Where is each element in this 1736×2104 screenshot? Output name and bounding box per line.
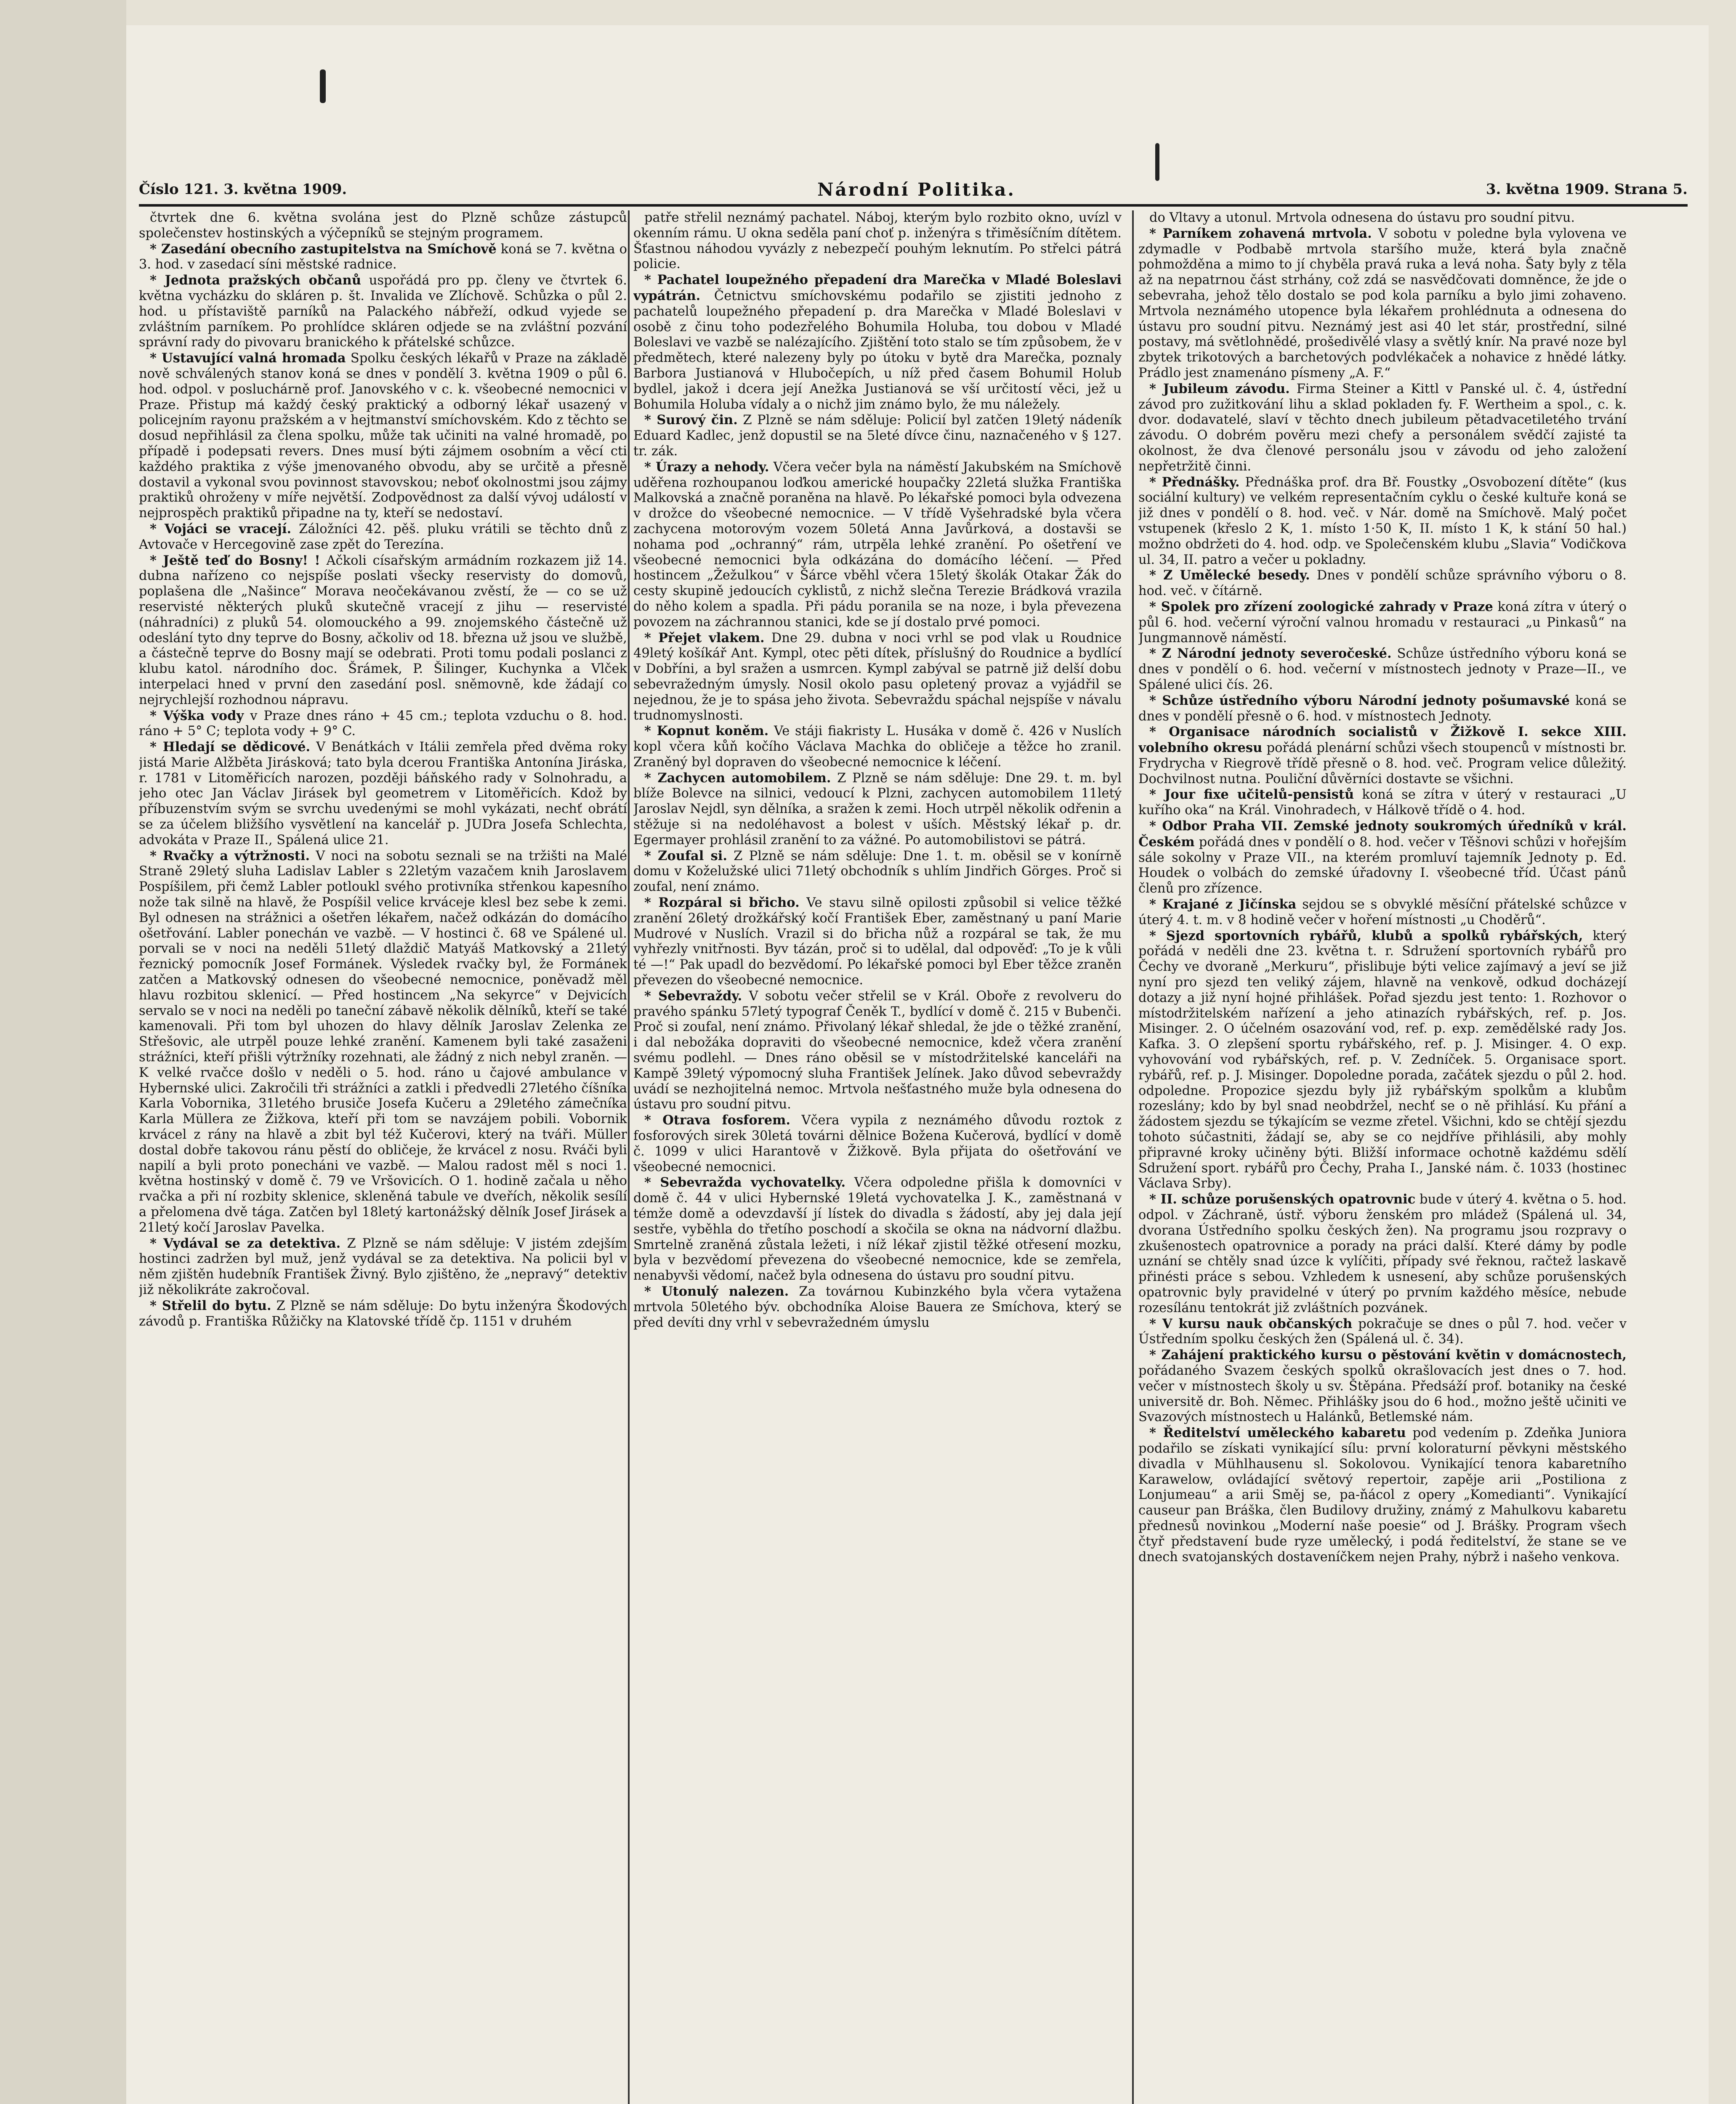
news-item xyxy=(1138,568,1627,599)
news-headline: * Hledají se dědicové. xyxy=(150,739,311,755)
news-item xyxy=(633,1175,1122,1284)
news-text: Schůze ústředního výboru koná se dnes v pondělí o 6. hod. večerní v místnostech jednoty v Praze—II., ve Spálené ulici čís. 26. xyxy=(1138,646,1627,692)
news-text: který pořádá v neděli dne 23. května t. r. Sdružení sportovních rybářů pro Čechy ve dvoraně „Merkuru“, přislibuje býti velice zajímavý a jeví se již nyní pro sjezd ten veliký zájem, hlavně na venkově, odkud docházejí dotazy a již nyní hojné přihlášek. Pořad sjezdu jest tento: 1. Rozhovor o místodržitelském nařízení a jeho atinazích rybářských, ref. p. Jos. Misinger. 2. O účelném osazování vod, ref. p. exp. zemědělské rady Jos. Kafka. 3. O zlepšení sportu rybářského, ref. p. J. Misinger. 4. O exp. vyhovování vod rybářských, ref. p. V. Zedníček. 5. Organisace sport. rybářů, ref. p. J. Misinger. Dopoledne porada, začátek sjezdu o půl 2. hod. odpoledne. Propozice sjezdu byly již rybářským spolkům a klubům rozeslány; kdo by byl snad neobdržel, nechť se o ně přihlásí. Ku přání a žádostem sjezdu se týkajícím se vezme zřetel. Všichni, kdo se chtějí sjezdu tohoto súčastniti, žádají se, aby se co nejdříve přihlásili, aby mohly připravné kroky učiněny býti. Bližší informace ochotně každému sdělí Sdružení sport. rybářů pro Čechy, Praha I., Janské nám. č. 1033 (hostinec Václava Srby). xyxy=(1138,928,1627,1191)
news-headline: * Spolek pro zřízení zoologické zahrady v Praze xyxy=(1149,599,1493,614)
news-text: Z Plzně se nám sděluje: Policií byl zatčen 19letý nádeník Eduard Kadlec, jenž dopustil se na 5leté dívce činu, naznačeného v § 127. tr. zák. xyxy=(633,413,1122,459)
news-text: Četnictvu smíchovskému podařilo se zjistiti jednoho z pachatelů loupežného přepadení p. dra Marečka v Mladé Boleslavi v osobě z činu toho podezřelého Bohumila Holuba, tou dobou v Mladé Boleslavi ve vazbě se nalézajícího. Zjištění toto stalo se tím způsobem, že v předmětech, které nalezeny byly po útoku v bytě dra Marečka, poznaly Barbora Justianová v Hlubočepích, u níž před časem Bohumil Holub bydlel, jakož i dcera její Anežka Justianová se vší určitostí věci, jež u Bohumila Holuba vídaly a o nichž jim známo bylo, že mu náležely. xyxy=(633,288,1122,412)
news-headline: * V kursu nauk občanských xyxy=(1149,1316,1353,1331)
scan-edge xyxy=(0,0,126,2104)
news-headline: * II. schůze porušenských opatrovnic xyxy=(1149,1192,1416,1207)
news-item xyxy=(633,723,1122,770)
news-text: Včera odpoledne přišla k domovníci v domě č. 44 v ulici Hybernské 19letá vychovatelka J. K., zaměstnaná v témže domě a odevzdavší jí lístek do divadla s žádostí, aby jej dala její sestře, vyběhla do třetího poschodí a skočila se okna na nádvorní dlažbu. Smrtelně zraněná zůstala ležeti, i níž lékař zjistil těžké otřesení mozku, byla v bezvědomí převezena do všeobecné nemocnice, kde se zemřela, nenabyvši vědomí, načež byla odnesena do ústavu pro soudní pitvu. xyxy=(633,1175,1122,1283)
news-headline: * Zahájení praktického kursu o pěstování květin v domácnostech, xyxy=(1149,1347,1627,1363)
news-text: Dnes v pondělí schůze správního výboru o 8. hod. več. v čítárně. xyxy=(1138,568,1627,599)
news-text: Za továrnou Kubinzkého byla včera vytažena mrtvola 50letého býv. obchodníka Aloise Bauera ze Smíchova, který se před devíti dny vrhl v sebevražedném úmyslu xyxy=(633,1284,1122,1330)
news-item xyxy=(139,351,627,521)
news-headline: * Schůze ústředního výboru Národní jednoty pošumavské xyxy=(1149,693,1570,708)
news-headline: * Sebevražda vychovatelky. xyxy=(644,1175,846,1190)
article-column-1 xyxy=(139,210,627,2104)
news-headline: * Přednášky. xyxy=(1149,474,1240,490)
page-header xyxy=(139,175,1688,207)
news-item xyxy=(633,460,1122,630)
article-column-2 xyxy=(633,210,1122,2104)
news-item xyxy=(139,273,627,351)
column-divider xyxy=(1132,210,1134,2104)
news-text: V sobotu večer střelil se v Král. Oboře z revolveru do pravého spánku 57letý typograf Čeněk T., bydlící v domě č. 215 v Bubenči. Proč si zoufal, není známo. Přivolaný lékař shledal, že jde o těžké zranění, i dal nebožáka dopraviti do všeobecné nemocnice, kdež včera zranění svému podlehl. — Dnes ráno oběsil se v místodržitelské kanceláři na Kampě 39letý výpomocný sluha František Jelínek. Jako důvod sebevraždy uvádí se nezhojitelná nemoc. Mrtvola nešťastného muže byla odnesena do ústavu pro soudní pitvu. xyxy=(633,988,1122,1112)
news-headline: * Zachycen automobilem. xyxy=(644,770,831,786)
news-item xyxy=(1138,210,1627,226)
news-headline: * Odbor Praha VII. Zemské jednoty soukromých úředníků v král. Českém xyxy=(1138,818,1627,850)
news-headline: * Jubileum závodu. xyxy=(1149,381,1290,396)
news-headline: * Z Národní jednoty severočeské. xyxy=(1149,646,1392,661)
news-text: patře střelil neznámý pachatel. Náboj, kterým bylo rozbito okno, uvízl v okenním rámu. U okna seděla paní choť p. inženýra s třiměsíčním dítětem. Šťastnou náhodou vyvázly z nebezpečí pouhým leknutím. Po střelci pátrá policie. xyxy=(633,210,1122,272)
news-headline: * Parníkem zohavená mrtvola. xyxy=(1149,226,1372,241)
news-item xyxy=(1138,928,1627,1192)
news-text: Přednáška prof. dra Bř. Foustky „Osvobození dítěte“ (kus sociální kultury) ve velkém representačním cyklu o české kultuře koná se již dnes v pondělí o 8. hod. več. v Nár. domě na Smíchově. Malý počet vstupenek (křeslo 2 K, 1. místo 1·50 K, II. místo 1 K, k stání 50 hal.) možno obdržeti do 4. hod. odp. ve Společenském klubu „Slavia“ Vodičkova ul. 34, II. patro a večer u pokladny. xyxy=(1138,475,1627,567)
news-text: pod vedením p. Zdeňka Juniora podařilo se získati vynikající sílu: první koloraturní pěvkyni městského divadla v Mühlhausenu sl. Sokolovou. Vynikající tenora kabaretního Karawelow, ovládající světový repertoir, zapěje arii „Postiliona z Lonjumeau“ a arii Směj se, pa-ňácol z opery „Komedianti“. Vynikající causeur pan Bráška, člen Budilovy družiny, známý z Mahulkovu kabaretu přednesů novinkou „Moderní naše poesie“ od J. Brášky. Program všech čtyř představení bude ryze umělecký, i podá ředitelství, že stane se ve dnech svatojanských dostaveníčkem nejen Prahy, nýbrž i našeho venkova. xyxy=(1138,1426,1627,1565)
news-text: Záložníci 42. pěš. pluku vrátili se těchto dnů z Avtovače v Hercegovině zase zpět do Terezína. xyxy=(139,521,627,552)
news-text: Z Plzně se nám sděluje: Dne 29. t. m. byl blíže Bolevce na silnici, vedoucí k Plzni, zachycen automobilem 11letý Jaroslav Nejdl, syn dělníka, a sražen k zemi. Hoch utrpěl několik odřenin a stěžuje si na nedoléhavost a bolest v uších. Městský lékař p. dr. Egermayer prohlásil zranění to za vážné. Po automobilistovi se pátrá. xyxy=(633,770,1122,847)
newspaper-title: Národní Politika. xyxy=(817,179,1016,200)
news-text: V sobotu v poledne byla vylovena ve zdymadle v Podbabě mrtvola staršího muže, která byla značně pohmožděna a mimo to jí chyběla pravá ruka a levá noha. Šaty byly z těla až na nepatrnou část strhány, což zdá se nasvědčovati domněnce, že jde o sebevraha, jehož tělo dostalo se pod kola parníku a bylo jimi zohaveno. Mrtvola neznámého utopence byla lékařem prohlédnuta a odnesena do ústavu pro soudní pitvu. Neznámý jest asi 40 let stár, prostřední, silné postavy, má světlohnědé, prošedivělé vlasy a světlý knír. Na pravé noze byl zbytek trikotových a barchetových podvlékaček a nohavice z hnědé látky. Prádlo jest znamenáno písmeny „A. F.“ xyxy=(1138,226,1627,380)
news-headline: * Ředitelství uměleckého kabaretu xyxy=(1149,1425,1406,1441)
news-text: Firma Steiner a Kittl v Panské ul. č. 4, ústřední závod pro zužitkování lihu a sklad pokladen fy. F. Wertheim a spol., c. k. dvor. dodavatelé, slaví v těchto dnech jubileum pětadvacetiletého trvání závodu. O dobrém pověru mezi chefy a personálem svědčí zajisté ta okolnost, že dva členové personálu jsou v závodu od jeho založení nepřetržitě činni. xyxy=(1138,381,1627,474)
news-text: V noci na sobotu seznali se na tržišti na Malé Straně 29letý sluha Ladislav Labler s 22letým vazačem knih Jaroslavem Pospíšilem, při čemž Labler potloukl svého protivníka střenkou kapesního nože tak silně na hlavě, že Pospíšil velice krváceje klesl bez sebe k zemi. Byl odnesen na strážnici a ošetřen lékařem, načež odkázán do domácího ošetřování. Labler ponechán ve vazbě. — V hostinci č. 68 ve Spálené ul. porvali se v noci na neděli 51letý dlaždič Matyáš Matkovský a 21letý řeznický pomocník Josef Formánek. Výsledek rvačky byl, že Formánek zatčen a Matkovský odnesen do všeobecné nemocnice, poněvadž měl hlavu rozbitou sklenicí. — Před hostincem „Na sekyrce“ v Dejvicích servalo se v noci na neděli po taneční zábavě několik dělníků, kteří se také kamenovali. Při tom byl uhozen do hlavy dělník Jaroslav Zelenka ze Střešovic, ale utrpěl pouze lehké zranění. Kamenem byli také zasaženi strážníci, kteří přišli výtržníky rozehnati, ale žádný z nich nebyl zraněn. — K velké rvačce došlo v neděli o 5. hod. ráno u čajové ambulance v Hybernské ulici. Zakročili tři strážníci a zatkli i předvedli 27letého číšníka Karla Vobornika, 31letého brusiče Josefa Kučeru a 29letého zámečníka Karla Müllera ze Žižkova, kteří při tom se navzájem pobili. Vobornik krvácel z rány na hlavě a zbit byl též Kučerovi, který na tváři. Müller dostal dobře takovou ránu pěstí do obličeje, že krvácel z nosu. Rváči byli napilí a byli proto ponecháni ve vazbě. — Malou radost měl s noci 1. května hostinský v domě č. 79 ve Vršovicích. O 1. hodině začala u něho rvačka a při ní rozbity sklenice, skleněná tabule ve dveřích, několik sesílí a přelomena dvě tága. Zatčen byl 18letý kartonážský dělník Josef Jirásek a 21letý kočí Jaroslav Pavelka. xyxy=(139,848,627,1235)
news-item xyxy=(1138,475,1627,568)
news-text: Včera vypila z neznámého důvodu roztok z fosforových sirek 30letá továrni dělnice Božena Kučerová, bydlící v domě č. 1099 v ulici Harantově v Žižkově. Byla přijata do ošetřování ve všeobecné nemocnici. xyxy=(633,1113,1122,1174)
news-text: V Benátkách v Itálii zemřela před dvěma roky jistá Marie Alžběta Jirásková; tato byla dcerou Františka Antonína Jiráska, r. 1781 v Litoměřicích narozen, později báňského rady v Solnohradu, a jeho otec Jan Václav Jirásek byl geometrem v Litoměřicích. Kdož by příbuzenstvím svým se svrchu uvedenými se mohl vykázati, nechť obrátí se za účelem bližšího vysvětlení na kancelář p. JUDra Josefa Schlechta, advokáta v Praze II., Spálená ulice 21. xyxy=(139,740,627,847)
news-item xyxy=(633,895,1122,988)
news-item xyxy=(139,242,627,273)
news-headline: * Přejet vlakem. xyxy=(644,630,765,646)
news-headline: * Sjezd sportovních rybářů, klubů a spolků rybářských, xyxy=(1149,928,1583,943)
news-text: Ačkoli císařským armádním rozkazem již 14. dubna nařízeno co nejspíše poslati všecky reservisty do domovů, poplašena dle „Našince“ Morava neočekávanou zvěstí, že — co se už reservisté některých pluků skutečně vracejí z jihu — reservisté (náhradníci) z pluků 54. olomouckého a 99. znojemského částečně už odeslání tyto dny teprve do Bosny, ačkoliv od 18. března už jsou ve službě, a částečně teprve do Bosny mají se odebrati. Proti tomu podali poslanci z klubu katol. národního doc. Šrámek, P. Šilinger, Kuchynka a Vlček interpelaci hned v první den zasedání posl. sněmovně, kde žádají co nejrychlejší rozhodnou nápravu. xyxy=(139,553,627,707)
news-headline: * Krajané z Jičínska xyxy=(1149,897,1297,912)
news-item xyxy=(633,412,1122,459)
news-headline: * Vydával se za detektiva. xyxy=(150,1235,341,1251)
news-item xyxy=(633,210,1122,272)
news-text: uspořádá pro pp. členy ve čtvrtek 6. května vycházku do skláren p. št. Invalida ve Zlíchově. Schůzka o půl 2. hod. u přístaviště parníků na Palackého nábřeží, odkud vyjede se zvláštním parníkem. Po prohlídce skláren odjede se na zvláštní pozvání správní rady do pivovaru branického k přátelské schůzce. xyxy=(139,273,627,350)
scan-mark xyxy=(320,69,326,103)
news-item xyxy=(1138,1347,1627,1425)
news-item xyxy=(1138,599,1627,646)
news-item xyxy=(1138,724,1627,787)
news-text: Z Plzně se nám sděluje: V jistém zdejším hostinci zadržen byl muž, jenž vydával se za detektiva. Na policii byl v něm zjištěn hudebník František Živný. Bylo zjištěno, že „nepravý“ detektiv již několikráte zakročoval. xyxy=(139,1236,627,1297)
news-text: bude v úterý 4. května o 5. hod. odpol. v Záchraně, ústř. výboru ženském pro mládež (Spálená ul. 34, dvorana Ústředního spolku českých žen). Na programu jsou rozpravy o zkušenostech opatrovnice a porady na práci další. Které dámy by podle uznání se chtěly snad úzce k vylíčiti, případy své řeknou, račtež laskavě přinésti práce s sebou. Vzhledem k usnesení, aby schůze porušenských opatrovnic byly pravidelné v úterý po prvním každého měsíce, nebude rozesílánu tentokrát již zvláštních pozvánek. xyxy=(1138,1192,1627,1315)
column-divider xyxy=(628,210,630,2104)
news-item xyxy=(139,210,627,242)
news-item xyxy=(1138,381,1627,475)
news-headline: * Rozpáral si břicho. xyxy=(644,895,800,911)
news-headline: * Ustavující valná hromada xyxy=(150,351,346,366)
news-item xyxy=(1138,646,1627,693)
news-item xyxy=(633,848,1122,895)
news-headline: * Výška vody xyxy=(150,708,244,723)
news-item xyxy=(1138,818,1627,897)
news-item xyxy=(633,630,1122,724)
news-item xyxy=(1138,226,1627,381)
news-headline: * Jednota pražských občanů xyxy=(150,273,362,288)
news-text: koná zítra v úterý o půl 6. hod. večerní výroční valnou hromadu v restauraci „u Pinkasů“ na Jungmannově náměstí. xyxy=(1138,599,1627,646)
news-item xyxy=(633,1284,1122,1331)
news-headline: * Jour fixe učitelů-pensistů xyxy=(1149,787,1354,802)
news-headline: * Vojáci se vracejí. xyxy=(150,521,292,537)
news-text: koná se 7. května o 3. hod. v zasedací síni městské radnice. xyxy=(139,242,627,272)
news-headline: * Pachatel loupežného přepadení dra Marečka v Mladé Boleslavi vypátrán. xyxy=(633,272,1122,303)
news-headline: * Rvačky a výtržnosti. xyxy=(150,848,310,863)
news-item xyxy=(633,988,1122,1113)
news-item xyxy=(1138,1192,1627,1316)
news-text: Včera večer byla na náměstí Jakubském na Smíchově uděřena rozhoupanou loďkou americké houpačky 22letá služka Františka Malkovská a značně poraněna na hlavě. Po lékařské pomoci byla odvezena v drožce do všeobecné nemocnice. — V třídě Vyšehradské byla včera zachycena motorovým vozem 50letá Anna Javůrková, a dostavši se nohama pod „ochranný“ rám, utrpěla lehké zranění. Po ošetření ve všeobecné nemocnici byla odkázána do domácího léčení. — Před hostincem „Žežulkou“ v Šárce vběhl včera 15letý školák Otakar Žák do cesty skupině jedoucích cyklistů, z nichž slečna Terezie Brádková vrazila do něho kolem a spadla. Při pádu poranila se na noze, i byla převezena povozem na záchrannou stanici, kde se jí dostalo prvé pomoci. xyxy=(633,460,1122,630)
news-item xyxy=(633,272,1122,412)
news-item xyxy=(1138,897,1627,928)
issue-page-right: 3. května 1909. Strana 5. xyxy=(1486,181,1688,198)
news-item xyxy=(139,708,627,740)
news-item xyxy=(139,1236,627,1298)
news-headline: * Z Umělecké besedy. xyxy=(1149,568,1310,583)
news-headline: * Úrazy a nehody. xyxy=(644,459,769,475)
news-headline: * Střelil do bytu. xyxy=(150,1298,271,1313)
news-text: Z Plzně se nám sděluje: Dne 1. t. m. oběsil se v konírně domu v Koželužské ulici 71letý obchodník s uhlím Jindřich Görges. Proč si zoufal, není známo. xyxy=(633,848,1122,895)
news-headline: * Organisace národních socialistů v Žižkově I. sekce XIII. volebního okresu xyxy=(1138,724,1627,756)
news-text: pořádá dnes v pondělí o 8. hod. večer v Těšnovi schůzi v hořejším sále sokolny v Praze VII., na kterém promluví tajemník Jednoty p. Ed. Houdek o volbách do zemské úřadovny I. všeobecné tříd. Účast pánů členů pro zřízence. xyxy=(1138,834,1627,896)
news-headline: * Utonulý nalezen. xyxy=(644,1283,789,1299)
news-headline: * Zoufal si. xyxy=(644,848,727,863)
news-text: Z Plzně se nám sděluje: Do bytu inženýra Škodových závodů p. Františka Růžičky na Klatovské třídě čp. 1151 v druhém xyxy=(139,1298,627,1329)
news-text: Dne 29. dubna v noci vrhl se pod vlak u Roudnice 49letý košíkář Ant. Kympl, otec pěti dítek, příslušný do Roudnice a bydlící v Dobříni, a byl sražen a usmrcen. Kympl zabýval se patrně již delší dobu sebevražedným úmysly. Nosil okolo pasu opletený provaz a vyjádřil se nejednou, že je to spása jeho života. Sebevraždu spáchal nejspíše v návalu trudnomyslnosti. xyxy=(633,630,1122,723)
article-column-3 xyxy=(1138,210,1627,2104)
news-item xyxy=(1138,1316,1627,1348)
news-text: v Praze dnes ráno + 45 cm.; teplota vzduchu o 8. hod. ráno + 5° C; teplota vody + 9° C. xyxy=(139,708,627,739)
news-headline: * Zasedání obecního zastupitelstva na Smíchově xyxy=(150,241,497,257)
news-item xyxy=(139,553,627,708)
news-text: do Vltavy a utonul. Mrtvola odnesena do ústavu pro soudní pitvu. xyxy=(1149,210,1575,225)
news-text: pořádaného Svazem českých spolků okrašlovacích jest dnes o 7. hod. večer v místnostech školy u sv. Štěpána. Předsáží prof. botaniky na české universitě dr. Boh. Němec. Přihlášky jsou do 6 hod., možno ještě učiniti ve Svazových místnostech u Halánků, Betlemské nám. xyxy=(1138,1363,1627,1425)
news-text: pořádá plenární schůzi všech stoupenců v místnosti br. Frydrycha v Riegrově třídě přesně o 8. hod. več. Program velice důležitý. Dochvilnost nutna. Pouliční důvěrníci dostavte se všichni. xyxy=(1138,741,1627,786)
issue-date-left: Číslo 121. 3. května 1909. xyxy=(139,181,347,198)
news-headline: * Surový čin. xyxy=(644,412,738,428)
news-item xyxy=(139,739,627,848)
news-headline: * Otrava fosforem. xyxy=(644,1113,790,1128)
news-headline: * Sebevraždy. xyxy=(644,988,742,1004)
news-item xyxy=(633,770,1122,848)
news-item xyxy=(139,521,627,553)
news-item xyxy=(633,1113,1122,1175)
news-headline: * Ještě teď do Bosny! ! xyxy=(150,553,320,568)
news-item xyxy=(139,848,627,1236)
news-text: Ve stáji fiakristy L. Husáka v domě č. 426 v Nuslích kopl včera kůň kočího Václava Machka do obličeje a těžce ho zranil. Zraněný byl dopraven do všeobecné nemocnice k léčení. xyxy=(633,724,1122,770)
news-item xyxy=(1138,693,1627,725)
news-text: koná se dnes v pondělí přesně o 6. hod. v místnostech Jednoty. xyxy=(1138,693,1627,724)
news-text: koná se zítra v úterý v restauraci „U kuřího oka“ na Král. Vinohradech, v Hálkově třídě o 4. hod. xyxy=(1138,787,1627,818)
news-text: Spolku českých lékařů v Praze na základě nově schválených stanov koná se dnes v pondělí 3. května 1909 o půl 6. hod. odpol. v posluchárně prof. Janovského v c. k. všeobecné nemocnici v Praze. Přistup má každý český praktický a odborný lékař usazený v policejním rayonu pražském a v hejtmanství smíchovském. Kdo z těchto se dosud nepřihlásil za člena spolku, může tak učiniti na valné hromadě, po případě i podepsati revers. Dnes musí býti zájmem osobním a věcí cti každého praktika z výše jmenovaného obvodu, aby se určitě a přesně dostavil a vykonal svou povinnost stavovskou; neboť okolnostmi jsou zájmy praktiků ohroženy v míře největší. Zodpovědnost za další vývoj událostí v nejprospěch praktiků připadne na ty, kteří se nedostaví. xyxy=(139,351,627,521)
news-text: sejdou se s obvyklé měsíční přátelské schůzce v úterý 4. t. m. v 8 hodině večer v hoření místnosti „u Choděrů“. xyxy=(1138,897,1627,927)
news-item xyxy=(139,1298,627,1330)
news-text: Ve stavu silně opilosti způsobil si velice těžké zranění 26letý drožkářský kočí František Eber, zaměstnaný u paní Marie Mudrové v Nuslích. Vrazil si do břicha nůž a rozpáral se tak, že mu vyhřezly vnitřnosti. Byv tázán, proč si to udělal, dal odpověď: „To je k vůli té —!“ Pak upadl do bezvědomí. Po lékařské pomoci byl Eber těžce zraněn převezen do všeobecné nemocnice. xyxy=(633,895,1122,988)
news-headline: * Kopnut koněm. xyxy=(644,723,769,739)
news-text: pokračuje se dnes o půl 7. hod. večer v Ústředním spolku českých žen (Spálená ul. č. 34). xyxy=(1138,1316,1627,1347)
news-text: čtvrtek dne 6. května svolána jest do Plzně schůze zástupců společenstev hostinských a výčepníků se stejným programem. xyxy=(139,210,627,241)
news-item xyxy=(1138,1425,1627,1565)
news-item xyxy=(1138,787,1627,818)
